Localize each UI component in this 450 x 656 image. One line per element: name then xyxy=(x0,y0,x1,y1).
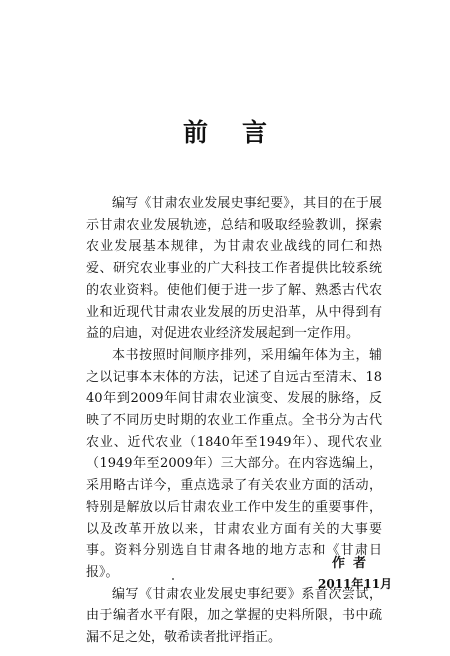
page-title: 前言 xyxy=(182,118,301,147)
scan-speck xyxy=(172,578,174,580)
paragraph-1: 编写《甘肃农业发展史事纪要》，其目的在于展示甘肃农业发展轨迹，总结和吸取经验教训，探索农业发展基本规律，为甘肃农业战线的同仁和热爱、研究农业事业的广大科技工作者提供比较系统的农业资料。使他们便于进一步了解、熟悉古代农业和近现代甘肃农业发展的历史沿革，从中得到有益的启迪，对促进农业经济发展起到一定作用。 xyxy=(86,196,382,342)
paragraph-3: 编写《甘肃农业发展史事纪要》系首次尝试，由于编者水平有限，加之掌握的史料所限，书中疏漏不足之处，敬希读者批评指正。 xyxy=(86,586,382,646)
paragraph-2: 本书按照时间顺序排列，采用编年体为主，辅之以记事本末体的方法，记述了自远古至清末、1840年到2009年间甘肃农业演变、发展的脉络，反映了不同历史时期的农业工作重点。全书分为古代农业、近代农业（1840年至1949年）、现代农业（1949年至2009年）三大部分。在内容选编上，采用略古详今，重点选录了有关农业方面的活动，特别是解放以后甘肃农业工作中发生的重要事件，以及改革开放以来，甘肃农业方面有关的大事要事。资料分别选自甘肃各地的地方志和《甘肃日报》。 xyxy=(86,347,382,580)
author-signature: 作者 xyxy=(332,556,375,571)
signature-date: 2011年11月 xyxy=(318,577,393,591)
